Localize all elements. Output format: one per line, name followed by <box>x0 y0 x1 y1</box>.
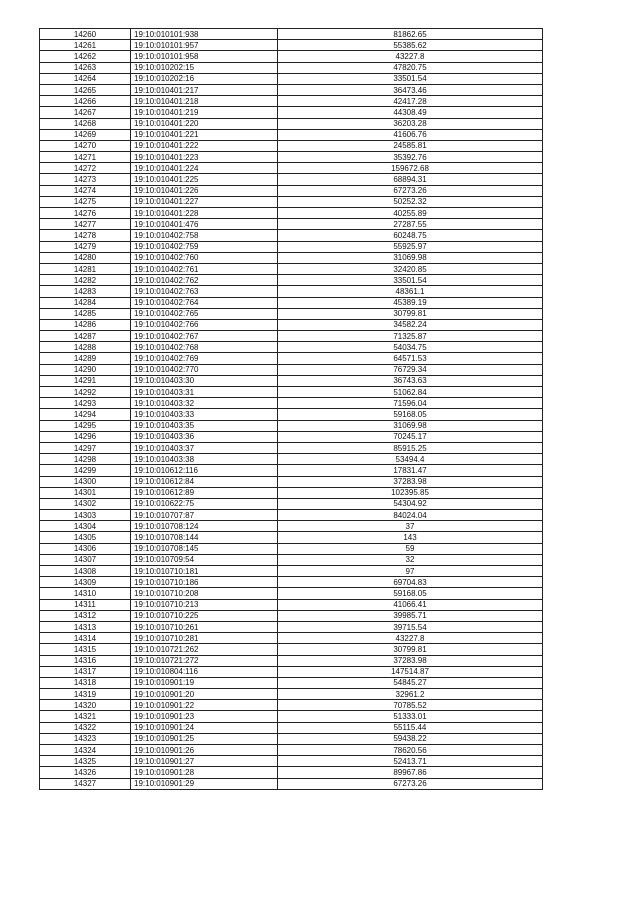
row-number-cell: 14324 <box>40 745 131 756</box>
table-row <box>40 73 543 84</box>
table-row <box>40 722 543 733</box>
table-row <box>40 96 543 107</box>
cadastral-number-cell: 19:10:010901:20 <box>131 689 278 700</box>
cadastral-number-cell: 19:10:010402:766 <box>131 319 278 330</box>
cadastral-value-cell: 30799.81 <box>278 644 543 655</box>
table-row <box>40 208 543 219</box>
table-row <box>40 666 543 677</box>
cadastral-value-cell: 54845.27 <box>278 677 543 688</box>
cadastral-number-cell: 19:10:010101:938 <box>131 29 278 40</box>
cadastral-value-cell: 45389.19 <box>278 297 543 308</box>
cadastral-number-cell: 19:10:010401:223 <box>131 152 278 163</box>
cadastral-value-cell: 44308.49 <box>278 107 543 118</box>
cadastral-number-cell: 19:10:010401:222 <box>131 140 278 151</box>
cadastral-value-cell: 36203.28 <box>278 118 543 129</box>
row-number-cell: 14290 <box>40 364 131 375</box>
cadastral-number-cell: 19:10:010402:767 <box>131 331 278 342</box>
cadastral-value-cell: 70245.17 <box>278 431 543 442</box>
table-row <box>40 756 543 767</box>
row-number-cell: 14289 <box>40 353 131 364</box>
table-row <box>40 532 543 543</box>
row-number-cell: 14292 <box>40 387 131 398</box>
cadastral-value-cell: 60248.75 <box>278 230 543 241</box>
cadastral-number-cell: 19:10:010901:28 <box>131 767 278 778</box>
table-row <box>40 364 543 375</box>
table-row <box>40 487 543 498</box>
cadastral-value-cell: 69704.83 <box>278 577 543 588</box>
cadastral-number-cell: 19:10:010709:54 <box>131 554 278 565</box>
cadastral-number-cell: 19:10:010401:227 <box>131 196 278 207</box>
row-number-cell: 14288 <box>40 342 131 353</box>
cadastral-value-cell: 41066.41 <box>278 599 543 610</box>
table-row <box>40 711 543 722</box>
table-row <box>40 644 543 655</box>
row-number-cell: 14285 <box>40 308 131 319</box>
cadastral-number-cell: 19:10:010403:30 <box>131 375 278 386</box>
cadastral-value-cell: 51333.01 <box>278 711 543 722</box>
cadastral-number-cell: 19:10:010402:768 <box>131 342 278 353</box>
cadastral-value-cell: 143 <box>278 532 543 543</box>
cadastral-number-cell: 19:10:010403:38 <box>131 454 278 465</box>
row-number-cell: 14263 <box>40 62 131 73</box>
cadastral-number-cell: 19:10:010402:761 <box>131 263 278 274</box>
row-number-cell: 14283 <box>40 286 131 297</box>
cadastral-value-cell: 43227.8 <box>278 51 543 62</box>
cadastral-value-cell: 67273.26 <box>278 185 543 196</box>
table-row <box>40 521 543 532</box>
cadastral-number-cell: 19:10:010403:33 <box>131 409 278 420</box>
table-row <box>40 353 543 364</box>
cadastral-number-cell: 19:10:010402:758 <box>131 230 278 241</box>
cadastral-value-cell: 48361.1 <box>278 286 543 297</box>
row-number-cell: 14261 <box>40 40 131 51</box>
table-row <box>40 733 543 744</box>
row-number-cell: 14314 <box>40 633 131 644</box>
cadastral-number-cell: 19:10:010612:116 <box>131 465 278 476</box>
cadastral-value-cell: 32961.2 <box>278 689 543 700</box>
cadastral-value-cell: 27287.55 <box>278 219 543 230</box>
row-number-cell: 14309 <box>40 577 131 588</box>
table-row <box>40 230 543 241</box>
cadastral-value-cell: 59 <box>278 543 543 554</box>
table-row <box>40 219 543 230</box>
cadastral-value-cell: 50252.32 <box>278 196 543 207</box>
cadastral-value-cell: 52413.71 <box>278 756 543 767</box>
row-number-cell: 14301 <box>40 487 131 498</box>
cadastral-value-cell: 70785.52 <box>278 700 543 711</box>
row-number-cell: 14276 <box>40 208 131 219</box>
cadastral-value-cell: 17831.47 <box>278 465 543 476</box>
row-number-cell: 14321 <box>40 711 131 722</box>
cadastral-number-cell: 19:10:010707:87 <box>131 510 278 521</box>
cadastral-value-cell: 33501.54 <box>278 275 543 286</box>
table-row <box>40 420 543 431</box>
table-row <box>40 689 543 700</box>
table-row <box>40 431 543 442</box>
cadastral-number-cell: 19:10:010402:764 <box>131 297 278 308</box>
row-number-cell: 14296 <box>40 431 131 442</box>
table-row <box>40 263 543 274</box>
cadastral-value-cell: 43227.8 <box>278 633 543 644</box>
cadastral-number-cell: 19:10:010101:958 <box>131 51 278 62</box>
cadastral-value-cell: 36743.63 <box>278 375 543 386</box>
cadastral-number-cell: 19:10:010622:75 <box>131 498 278 509</box>
cadastral-number-cell: 19:10:010401:219 <box>131 107 278 118</box>
cadastral-number-cell: 19:10:010202:15 <box>131 62 278 73</box>
row-number-cell: 14299 <box>40 465 131 476</box>
row-number-cell: 14319 <box>40 689 131 700</box>
cadastral-value-cell: 64571.53 <box>278 353 543 364</box>
table-row <box>40 196 543 207</box>
cadastral-number-cell: 19:10:010101:957 <box>131 40 278 51</box>
cadastral-number-cell: 19:10:010804:116 <box>131 666 278 677</box>
table-row <box>40 498 543 509</box>
table-row <box>40 84 543 95</box>
row-number-cell: 14264 <box>40 73 131 84</box>
table-row <box>40 152 543 163</box>
table-row <box>40 40 543 51</box>
table-row <box>40 621 543 632</box>
cadastral-value-cell: 59438.22 <box>278 733 543 744</box>
table-row <box>40 174 543 185</box>
table-row <box>40 588 543 599</box>
row-number-cell: 14274 <box>40 185 131 196</box>
cadastral-number-cell: 19:10:010901:19 <box>131 677 278 688</box>
cadastral-value-cell: 76729.34 <box>278 364 543 375</box>
cadastral-number-cell: 19:10:010708:145 <box>131 543 278 554</box>
cadastral-number-cell: 19:10:010403:31 <box>131 387 278 398</box>
row-number-cell: 14269 <box>40 129 131 140</box>
cadastral-number-cell: 19:10:010402:760 <box>131 252 278 263</box>
row-number-cell: 14315 <box>40 644 131 655</box>
table-row <box>40 442 543 453</box>
row-number-cell: 14287 <box>40 331 131 342</box>
table-row <box>40 387 543 398</box>
cadastral-value-cell: 159672.68 <box>278 163 543 174</box>
cadastral-number-cell: 19:10:010901:27 <box>131 756 278 767</box>
cadastral-number-cell: 19:10:010402:769 <box>131 353 278 364</box>
cadastral-value-cell: 54304.92 <box>278 498 543 509</box>
cadastral-number-cell: 19:10:010710:225 <box>131 610 278 621</box>
cadastral-number-cell: 19:10:010402:759 <box>131 241 278 252</box>
cadastral-value-cell: 47820.75 <box>278 62 543 73</box>
table-row <box>40 331 543 342</box>
cadastral-number-cell: 19:10:010901:26 <box>131 745 278 756</box>
row-number-cell: 14282 <box>40 275 131 286</box>
cadastral-number-cell: 19:10:010403:32 <box>131 398 278 409</box>
cadastral-number-cell: 19:10:010721:262 <box>131 644 278 655</box>
table-row <box>40 677 543 688</box>
cadastral-value-cell: 55385.62 <box>278 40 543 51</box>
cadastral-value-cell: 84024.04 <box>278 510 543 521</box>
table-row <box>40 129 543 140</box>
cadastral-number-cell: 19:10:010403:37 <box>131 442 278 453</box>
cadastral-number-cell: 19:10:010202:16 <box>131 73 278 84</box>
cadastral-value-cell: 59168.05 <box>278 588 543 599</box>
cadastral-value-cell: 36473.46 <box>278 84 543 95</box>
cadastral-value-cell: 97 <box>278 566 543 577</box>
cadastral-value-cell: 32 <box>278 554 543 565</box>
row-number-cell: 14271 <box>40 152 131 163</box>
row-number-cell: 14294 <box>40 409 131 420</box>
cadastral-number-cell: 19:10:010402:762 <box>131 275 278 286</box>
cadastral-number-cell: 19:10:010401:217 <box>131 84 278 95</box>
cadastral-value-cell: 71596.04 <box>278 398 543 409</box>
row-number-cell: 14260 <box>40 29 131 40</box>
cadastral-value-cell: 31069.98 <box>278 420 543 431</box>
cadastral-number-cell: 19:10:010401:218 <box>131 96 278 107</box>
cadastral-number-cell: 19:10:010403:35 <box>131 420 278 431</box>
cadastral-number-cell: 19:10:010401:220 <box>131 118 278 129</box>
cadastral-number-cell: 19:10:010901:25 <box>131 733 278 744</box>
table-row <box>40 767 543 778</box>
cadastral-number-cell: 19:10:010901:24 <box>131 722 278 733</box>
cadastral-number-cell: 19:10:010402:770 <box>131 364 278 375</box>
cadastral-value-cell: 89967.86 <box>278 767 543 778</box>
table-row <box>40 308 543 319</box>
table-row <box>40 107 543 118</box>
table-row <box>40 185 543 196</box>
row-number-cell: 14318 <box>40 677 131 688</box>
cadastral-number-cell: 19:10:010402:765 <box>131 308 278 319</box>
row-number-cell: 14291 <box>40 375 131 386</box>
row-number-cell: 14306 <box>40 543 131 554</box>
cadastral-number-cell: 19:10:010708:124 <box>131 521 278 532</box>
row-number-cell: 14272 <box>40 163 131 174</box>
cadastral-value-cell: 78620.56 <box>278 745 543 756</box>
row-number-cell: 14281 <box>40 263 131 274</box>
cadastral-number-cell: 19:10:010612:89 <box>131 487 278 498</box>
table-row <box>40 633 543 644</box>
cadastral-value-cell: 33501.54 <box>278 73 543 84</box>
cadastral-number-cell: 19:10:010401:224 <box>131 163 278 174</box>
cadastral-number-cell: 19:10:010403:36 <box>131 431 278 442</box>
table-row <box>40 577 543 588</box>
row-number-cell: 14275 <box>40 196 131 207</box>
row-number-cell: 14300 <box>40 476 131 487</box>
cadastral-value-cell: 37283.98 <box>278 476 543 487</box>
cadastral-value-cell: 53494.4 <box>278 454 543 465</box>
table-row <box>40 163 543 174</box>
cadastral-value-cell: 30799.81 <box>278 308 543 319</box>
row-number-cell: 14262 <box>40 51 131 62</box>
cadastral-value-cell: 41606.76 <box>278 129 543 140</box>
row-number-cell: 14278 <box>40 230 131 241</box>
table-row <box>40 342 543 353</box>
cadastral-number-cell: 19:10:010401:225 <box>131 174 278 185</box>
cadastral-value-cell: 51062.84 <box>278 387 543 398</box>
row-number-cell: 14298 <box>40 454 131 465</box>
table-row <box>40 566 543 577</box>
row-number-cell: 14326 <box>40 767 131 778</box>
cadastral-value-cell: 71325.87 <box>278 331 543 342</box>
cadastral-value-cell: 34582.24 <box>278 319 543 330</box>
cadastral-value-cell: 102395.85 <box>278 487 543 498</box>
cadastral-value-cell: 59168.05 <box>278 409 543 420</box>
cadastral-value-cell: 32420.85 <box>278 263 543 274</box>
row-number-cell: 14313 <box>40 621 131 632</box>
cadastral-value-cell: 81862.65 <box>278 29 543 40</box>
cadastral-number-cell: 19:10:010612:84 <box>131 476 278 487</box>
cadastral-number-cell: 19:10:010710:181 <box>131 566 278 577</box>
cadastral-number-cell: 19:10:010901:23 <box>131 711 278 722</box>
row-number-cell: 14317 <box>40 666 131 677</box>
data-table <box>39 28 543 790</box>
row-number-cell: 14320 <box>40 700 131 711</box>
row-number-cell: 14322 <box>40 722 131 733</box>
row-number-cell: 14304 <box>40 521 131 532</box>
row-number-cell: 14284 <box>40 297 131 308</box>
row-number-cell: 14265 <box>40 84 131 95</box>
row-number-cell: 14266 <box>40 96 131 107</box>
table-row <box>40 510 543 521</box>
table-row <box>40 286 543 297</box>
cadastral-number-cell: 19:10:010401:228 <box>131 208 278 219</box>
row-number-cell: 14297 <box>40 442 131 453</box>
row-number-cell: 14308 <box>40 566 131 577</box>
table-row <box>40 745 543 756</box>
cadastral-value-cell: 37 <box>278 521 543 532</box>
row-number-cell: 14268 <box>40 118 131 129</box>
table-row <box>40 252 543 263</box>
table-row <box>40 118 543 129</box>
cadastral-number-cell: 19:10:010721:272 <box>131 655 278 666</box>
cadastral-value-cell: 67273.26 <box>278 778 543 789</box>
row-number-cell: 14305 <box>40 532 131 543</box>
cadastral-number-cell: 19:10:010401:226 <box>131 185 278 196</box>
table-row <box>40 241 543 252</box>
table-row <box>40 297 543 308</box>
cadastral-number-cell: 19:10:010710:186 <box>131 577 278 588</box>
table-body <box>40 29 543 790</box>
row-number-cell: 14267 <box>40 107 131 118</box>
table-row <box>40 599 543 610</box>
table-row <box>40 51 543 62</box>
table-row <box>40 29 543 40</box>
cadastral-number-cell: 19:10:010710:281 <box>131 633 278 644</box>
table-row <box>40 610 543 621</box>
cadastral-number-cell: 19:10:010401:221 <box>131 129 278 140</box>
table-row <box>40 655 543 666</box>
cadastral-value-cell: 42417.28 <box>278 96 543 107</box>
row-number-cell: 14279 <box>40 241 131 252</box>
row-number-cell: 14273 <box>40 174 131 185</box>
row-number-cell: 14280 <box>40 252 131 263</box>
row-number-cell: 14312 <box>40 610 131 621</box>
cadastral-value-cell: 55115.44 <box>278 722 543 733</box>
cadastral-number-cell: 19:10:010901:22 <box>131 700 278 711</box>
table-row <box>40 476 543 487</box>
row-number-cell: 14316 <box>40 655 131 666</box>
cadastral-number-cell: 19:10:010710:261 <box>131 621 278 632</box>
row-number-cell: 14323 <box>40 733 131 744</box>
table-row <box>40 62 543 73</box>
table-row <box>40 375 543 386</box>
cadastral-value-cell: 35392.76 <box>278 152 543 163</box>
table-row <box>40 398 543 409</box>
cadastral-value-cell: 39985.71 <box>278 610 543 621</box>
row-number-cell: 14302 <box>40 498 131 509</box>
cadastral-value-cell: 37283.98 <box>278 655 543 666</box>
cadastral-number-cell: 19:10:010901:29 <box>131 778 278 789</box>
cadastral-value-cell: 147514.87 <box>278 666 543 677</box>
cadastral-value-cell: 24585.81 <box>278 140 543 151</box>
table-row <box>40 554 543 565</box>
row-number-cell: 14295 <box>40 420 131 431</box>
row-number-cell: 14310 <box>40 588 131 599</box>
row-number-cell: 14325 <box>40 756 131 767</box>
table-row <box>40 319 543 330</box>
table-row <box>40 700 543 711</box>
cadastral-number-cell: 19:10:010710:213 <box>131 599 278 610</box>
cadastral-value-cell: 31069.98 <box>278 252 543 263</box>
table-row <box>40 543 543 554</box>
table-row <box>40 778 543 789</box>
table-row <box>40 454 543 465</box>
cadastral-number-cell: 19:10:010708:144 <box>131 532 278 543</box>
row-number-cell: 14293 <box>40 398 131 409</box>
cadastral-value-cell: 39715.54 <box>278 621 543 632</box>
row-number-cell: 14303 <box>40 510 131 521</box>
cadastral-number-cell: 19:10:010402:763 <box>131 286 278 297</box>
cadastral-value-cell: 68894.31 <box>278 174 543 185</box>
table-row <box>40 140 543 151</box>
row-number-cell: 14286 <box>40 319 131 330</box>
cadastral-value-cell: 54034.75 <box>278 342 543 353</box>
cadastral-number-cell: 19:10:010710:208 <box>131 588 278 599</box>
cadastral-value-cell: 85915.25 <box>278 442 543 453</box>
cadastral-number-cell: 19:10:010401:476 <box>131 219 278 230</box>
cadastral-value-cell: 55925.97 <box>278 241 543 252</box>
row-number-cell: 14311 <box>40 599 131 610</box>
row-number-cell: 14277 <box>40 219 131 230</box>
row-number-cell: 14327 <box>40 778 131 789</box>
row-number-cell: 14307 <box>40 554 131 565</box>
table-row <box>40 409 543 420</box>
cadastral-value-cell: 40255.89 <box>278 208 543 219</box>
row-number-cell: 14270 <box>40 140 131 151</box>
table-row <box>40 275 543 286</box>
table-row <box>40 465 543 476</box>
